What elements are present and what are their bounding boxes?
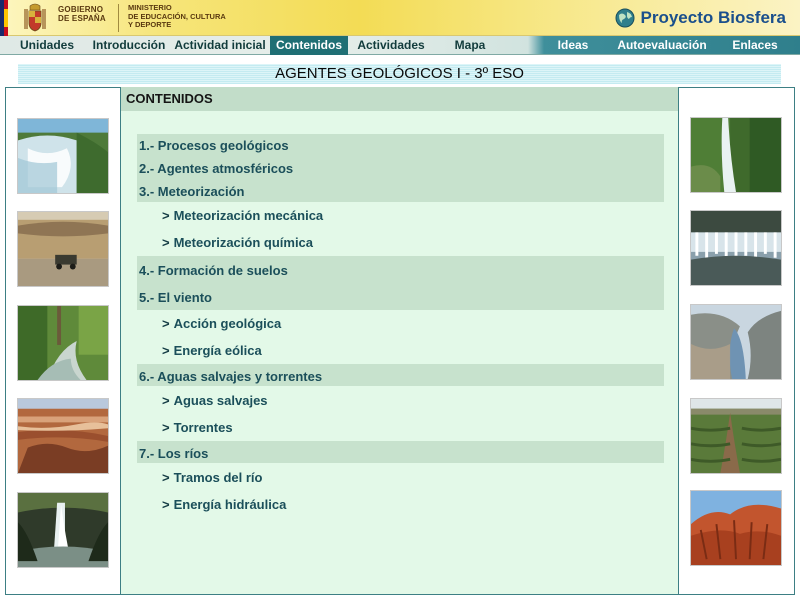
coat-of-arms-icon [22, 3, 48, 33]
flag-strip [0, 0, 8, 36]
link-energia-hidraulica[interactable] [162, 497, 286, 512]
river-gorge-photo [690, 304, 782, 380]
link-energia-eolica[interactable] [162, 343, 262, 358]
sub-item-label: Meteorización química [173, 235, 314, 250]
globe-icon [615, 8, 635, 28]
link-el-viento[interactable]: 5.- El viento [139, 290, 212, 305]
chevron-right-icon: > [162, 420, 170, 435]
link-tramos-rio[interactable] [162, 470, 262, 485]
main-nav [0, 36, 800, 55]
page-title: AGENTES GEOLÓGICOS I - 3º ESO [18, 64, 781, 84]
cave-waterfall-photo [17, 492, 109, 568]
ministry-line2: DE EDUCACIÓN, CULTURA [128, 11, 226, 21]
ministry-line3: Y DEPORTE [128, 20, 172, 29]
sub-item-label: Energía eólica [173, 343, 262, 358]
wide-waterfall-photo [690, 210, 782, 286]
link-meteorizacion-quimica[interactable] [162, 235, 313, 250]
nav-ideas[interactable]: Ideas [557, 38, 589, 52]
link-aguas-salvajes[interactable] [162, 393, 268, 408]
tall-waterfall-photo [690, 117, 782, 193]
link-torrentes[interactable] [162, 420, 233, 435]
nav-autoevaluacion[interactable]: Autoevaluación [617, 38, 707, 52]
contents-heading: CONTENIDOS [121, 87, 678, 111]
link-meteorizacion-mecanica[interactable] [162, 208, 323, 223]
eroded-field-photo [690, 398, 782, 474]
nav-unidades[interactable]: Unidades [19, 38, 74, 52]
chevron-right-icon: > [162, 343, 170, 358]
link-formacion-suelos[interactable]: 4.- Formación de suelos [139, 263, 288, 278]
canyon-photo [17, 398, 109, 474]
chevron-right-icon: > [162, 470, 170, 485]
nav-actividad-inicial[interactable]: Actividad inicial [174, 38, 266, 52]
river-forest-photo [17, 305, 109, 381]
ministry-line1: MINISTERIO [128, 3, 172, 12]
chevron-right-icon: > [162, 235, 170, 250]
sub-item-label: Energía hidráulica [173, 497, 287, 512]
link-procesos-geologicos[interactable]: 1.- Procesos geológicos [139, 138, 289, 153]
link-aguas-salvajes-torrentes[interactable]: 6.- Aguas salvajes y torrentes [139, 369, 323, 384]
chevron-right-icon: > [162, 393, 170, 408]
nav-enlaces[interactable]: Enlaces [732, 38, 778, 52]
nav-introduccion[interactable]: Introducción [92, 38, 166, 52]
project-title: Proyecto Biosfera [640, 8, 786, 27]
sub-item-label: Torrentes [173, 420, 233, 435]
project-logo[interactable] [615, 7, 787, 29]
quarry-photo [17, 211, 109, 287]
red-badlands-photo [690, 490, 782, 566]
link-accion-geologica[interactable] [162, 316, 281, 331]
link-los-rios[interactable]: 7.- Los ríos [139, 446, 209, 461]
header-divider [118, 4, 119, 32]
contents-panel [120, 87, 679, 595]
gov-line1: GOBIERNO [58, 5, 104, 14]
sub-item-label: Tramos del río [173, 470, 263, 485]
nav-mapa[interactable]: Mapa [454, 38, 486, 52]
nav-contenidos[interactable]: Contenidos [270, 36, 348, 55]
chevron-right-icon: > [162, 208, 170, 223]
site-header [0, 0, 800, 36]
gov-line2: DE ESPAÑA [58, 14, 106, 23]
waterfall-photo [17, 118, 109, 194]
chevron-right-icon: > [162, 497, 170, 512]
sub-item-label: Acción geológica [173, 316, 282, 331]
government-name [58, 5, 106, 23]
chevron-right-icon: > [162, 316, 170, 331]
link-agentes-atmosfericos[interactable]: 2.- Agentes atmosféricos [139, 161, 294, 176]
ministry-name [128, 4, 226, 30]
band-7 [137, 441, 664, 463]
sub-item-label: Aguas salvajes [173, 393, 268, 408]
sub-item-label: Meteorización mecánica [173, 208, 324, 223]
link-meteorizacion[interactable]: 3.- Meteorización [139, 184, 245, 199]
nav-actividades[interactable]: Actividades [357, 38, 425, 52]
